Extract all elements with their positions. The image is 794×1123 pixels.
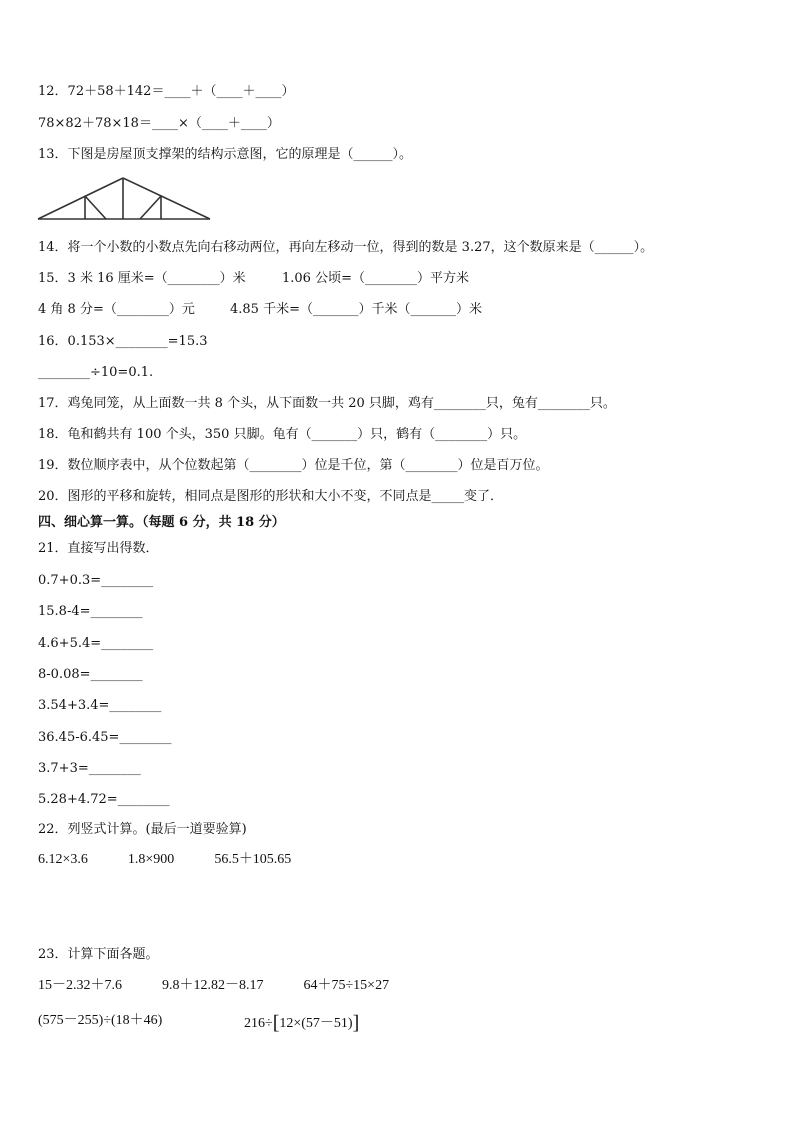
q17-text: 17．鸡兔同笼，从上面数一共 8 个头，从下面数一共 20 只脚，鸡有________只，兔有________只。 [38, 396, 616, 411]
q21-item-7: 3.7+3=________ [38, 761, 141, 776]
q23-expr-5-bracket-content: 12×(57－51) [279, 1016, 353, 1031]
q23-expr-5 [244, 1013, 359, 1032]
q15-line1a: 15．3 米 16 厘米=（________）米 [38, 271, 246, 286]
q22-title: 22．列竖式计算。(最后一道要验算) [38, 822, 247, 837]
q23-row1 [38, 978, 389, 994]
q21-item-4: 8-0.08=________ [38, 667, 143, 682]
q20-text: 20．图形的平移和旋转，相同点是图形的形状和大小不变，不同点是_____变了． [38, 489, 504, 504]
q12-line2: 78×82＋78×18＝____×（____＋____） [38, 116, 280, 131]
q16-line1: 16．0.153×________=15.3 [38, 334, 208, 349]
roof-truss-diagram [36, 174, 212, 222]
truss-left-rafter [38, 178, 123, 219]
left-bracket: [ [272, 1012, 280, 1034]
q21-title: 21．直接写出得数． [38, 541, 159, 556]
q14-text: 14．将一个小数的小数点先向右移动两位，再向左移动一位，得到的数是 3.27，这个数原来是（______）。 [38, 240, 654, 255]
q21-item-5: 3.54+3.4=________ [38, 698, 162, 713]
q21-item-2: 15.8-4=________ [38, 604, 143, 619]
q23-expr-4: (575－255)÷(18＋46) [38, 1013, 163, 1028]
q23-title: 23．计算下面各题。 [38, 947, 159, 962]
section-4-title: 四、细心算一算。（每题 6 分，共 18 分） [38, 515, 285, 530]
q12-line1: 12．72＋58＋142＝____＋（____＋____） [38, 84, 295, 99]
q21-item-6: 36.45-6.45=________ [38, 730, 172, 745]
q22-expr-3: 56.5＋105.65 [214, 852, 292, 867]
q13-text: 13．下图是房屋顶支撑架的结构示意图，它的原理是（______）。 [38, 147, 413, 162]
q18-text: 18．龟和鹤共有 100 个头，350 只脚。龟有（_______）只，鹤有（________）只。 [38, 427, 527, 442]
q15-line2a: 4 角 8 分=（________）元 [38, 302, 195, 317]
q22-expr-2: 1.8×900 [127, 852, 175, 867]
q23-expr-3: 64＋75÷15×27 [303, 978, 390, 993]
q23-expr-2: 9.8＋12.82－8.17 [162, 978, 264, 993]
q16-line2: ________÷10=0.1. [38, 365, 154, 380]
q21-item-1: 0.7+0.3=________ [38, 573, 154, 588]
truss-right-rafter [123, 178, 210, 219]
q15-line2b: 4.85 千米=（_______）千米（_______）米 [230, 302, 482, 317]
truss-left-brace [85, 196, 106, 219]
q22-expr-1: 6.12×3.6 [38, 852, 88, 867]
truss-right-brace [140, 196, 161, 219]
right-bracket: ] [352, 1012, 360, 1034]
q19-text: 19．数位顺序表中，从个位数起第（________）位是千位，第（________）位是百万位。 [38, 458, 549, 473]
q21-item-8: 5.28+4.72=________ [38, 792, 170, 807]
q23-expr-1: 15－2.32＋7.6 [38, 978, 122, 993]
q21-item-3: 4.6+5.4=________ [38, 636, 154, 651]
q23-expr-5-divisor-prefix: 216÷ [244, 1016, 273, 1031]
q22-expressions [38, 852, 291, 868]
q15-line1b: 1.06 公顷=（________）平方米 [282, 271, 469, 286]
